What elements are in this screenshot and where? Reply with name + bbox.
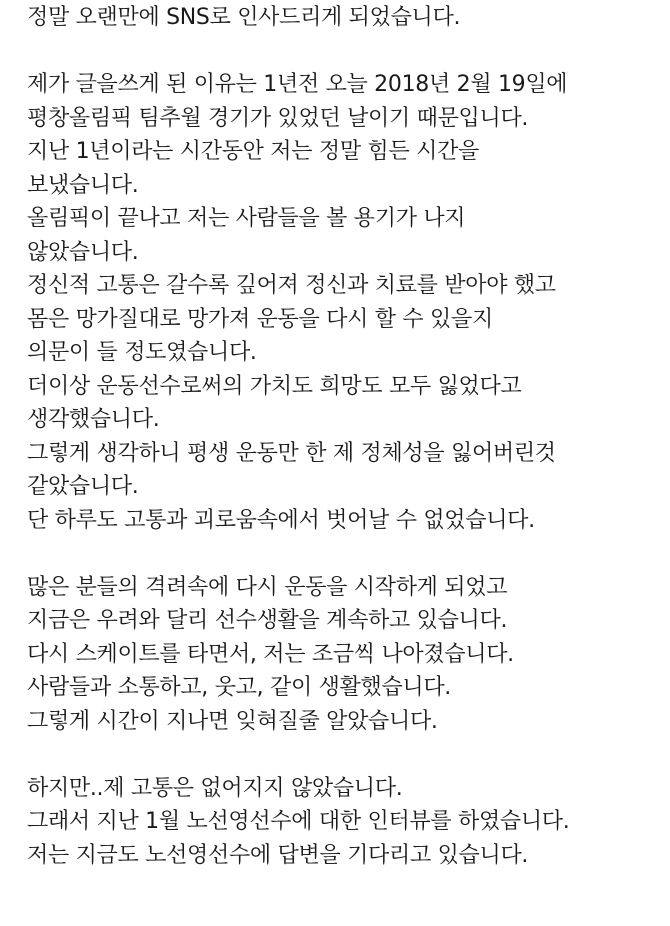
post-line: 몸은 망가질대로 망가져 운동을 다시 할 수 있을지 (27, 306, 493, 332)
post-line: 단 하루도 고통과 괴로움속에서 벗어날 수 없었습니다. (27, 507, 535, 533)
post-line: 그래서 지난 1월 노선영선수에 대한 인터뷰를 하였습니다. (27, 809, 570, 834)
post-line: 그렇게 시간이 지나면 잊혀질줄 알았습니다. (27, 708, 438, 734)
post-line: 같았습니다. (27, 474, 139, 499)
post-line: 그렇게 생각하니 평생 운동만 한 제 정체성을 잃어버린것 (27, 440, 556, 466)
paragraph-spacer (27, 738, 667, 772)
post-line: 지금은 우려와 달리 선수생활을 계속하고 있습니다. (27, 608, 508, 633)
post-line: 더이상 운동선수로써의 가치도 희망도 모두 잃었다고 (27, 373, 522, 399)
post-line: 많은 분들의 격려속에 다시 운동을 시작하게 되었고 (27, 574, 508, 600)
post-line: 보냈습니다. (27, 172, 139, 198)
post-body (27, 1, 667, 872)
post-line: 다시 스케이트를 타면서, 저는 조금씩 나아졌습니다. (27, 641, 514, 667)
post-line: 하지만..제 고통은 없어지지 않았습니다. (27, 775, 403, 801)
post-line: 생각했습니다. (27, 407, 160, 432)
post-line: 정신적 고통은 갈수록 깊어져 정신과 치료를 받아야 했고 (27, 273, 556, 298)
post-line: 평창올림픽 팀추월 경기가 있었던 날이기 때문입니다. (27, 105, 529, 131)
post-line: 올림픽이 끝나고 저는 사람들을 볼 용기가 나지 (27, 206, 466, 231)
post-line: 정말 오랜만에 SNS로 인사드리게 되었습니다. (27, 5, 461, 30)
paragraph-spacer (27, 35, 667, 69)
post-line: 지난 1년이라는 시간동안 저는 정말 힘든 시간을 (27, 139, 479, 164)
post-line: 저는 지금도 노선영선수에 답변을 기다리고 있습니다. (27, 842, 529, 868)
post-line: 않았습니다. (27, 239, 139, 265)
paragraph-spacer (27, 537, 667, 571)
post-line: 제가 글을쓰게 된 이유는 1년전 오늘 2018년 2월 19일에 (27, 72, 568, 97)
post-line: 의문이 들 정도였습니다. (27, 340, 257, 365)
post-line: 사람들과 소통하고, 웃고, 같이 생활했습니다. (27, 675, 451, 700)
